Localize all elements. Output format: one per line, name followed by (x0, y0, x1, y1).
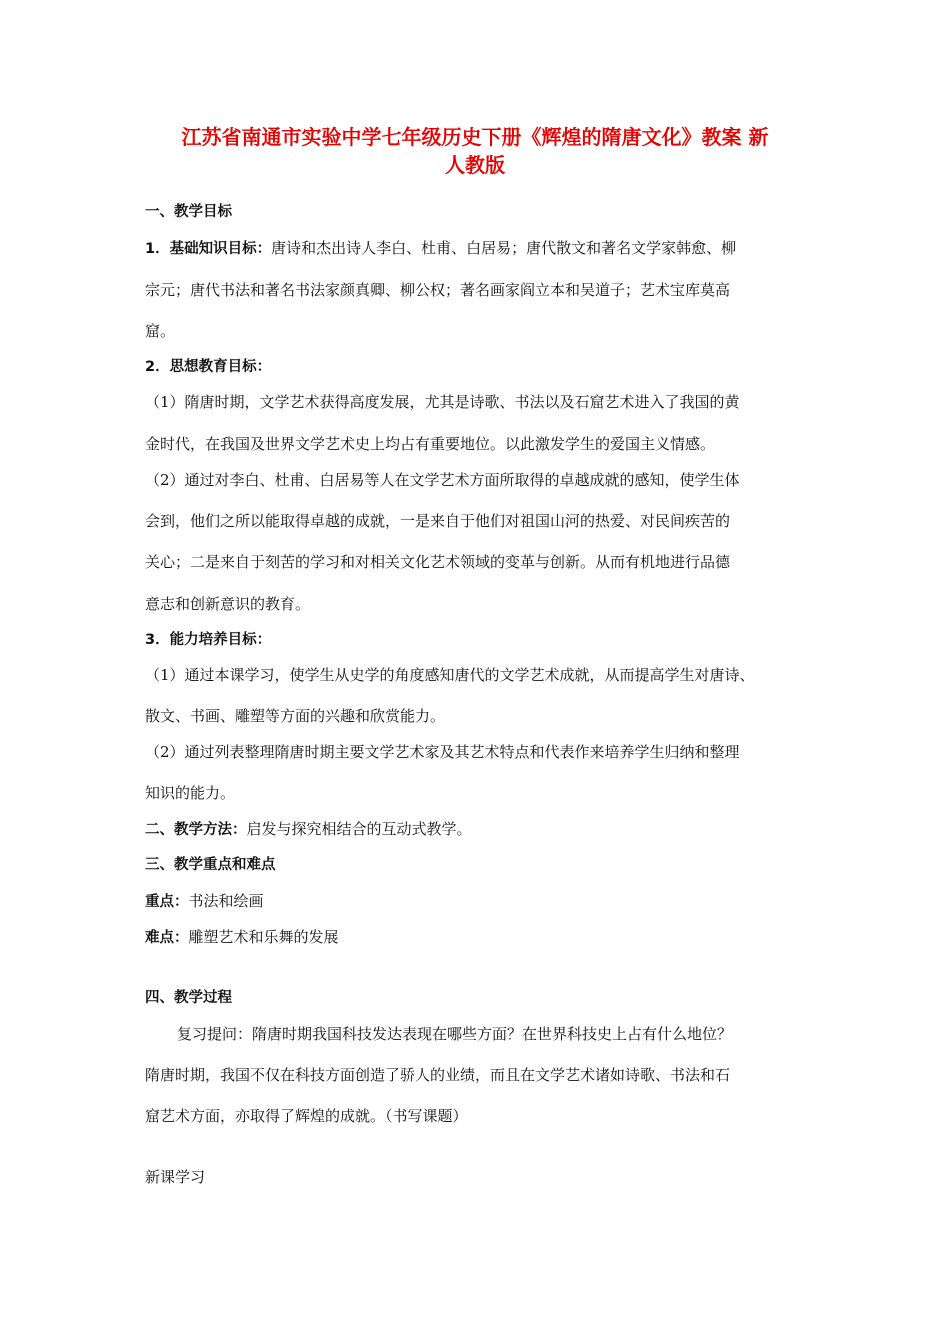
goal-2-p2-line-3: 关心；二是来自于刻苦的学习和对相关文化艺术领域的变革与创新。从而有机地进行品德 (145, 553, 731, 571)
new-lesson-label: 新课学习 (145, 1168, 206, 1186)
goal-3-p1-line-2: 散文、书画、雕塑等方面的兴趣和欣赏能力。 (145, 707, 446, 725)
review-line-1: 复习提问：隋唐时期我国科技发达表现在哪些方面？在世界科技史上占有什么地位？ (177, 1025, 733, 1043)
difficult-point-text: 雕塑艺术和乐舞的发展 (188, 928, 339, 946)
key-point-line (145, 891, 264, 912)
difficult-point-label: 难点： (145, 930, 189, 946)
document-title-line-2: 人教版 (445, 153, 505, 177)
section-heading-objectives: 一、教学目标 (145, 204, 232, 220)
difficult-point-line (145, 927, 339, 948)
goal-3-label: 3．能力培养目标： (145, 632, 272, 648)
goal-1-paragraph-line-3: 窟。 (145, 322, 176, 340)
teaching-method-label: 二、教学方法： (145, 822, 247, 838)
goal-2-p2-line-2: 会到，他们之所以能取得卓越的成就，一是来自于他们对祖国山河的热爱、对民间疾苦的 (145, 512, 731, 530)
goal-1-paragraph-line-2: 宗元；唐代书法和著名书法家颜真卿、柳公权；著名画家阎立本和吴道子；艺术宝库莫高 (145, 281, 731, 299)
goal-2-p1-line-1: （1）隋唐时期，文学艺术获得高度发展，尤其是诗歌、书法以及石窟艺术进入了我国的黄 (145, 393, 740, 411)
goal-2-label: 2．思想教育目标： (145, 359, 272, 375)
goal-3-p1-line-1: （1）通过本课学习，使学生从史学的角度感知唐代的文学艺术成就，从而提高学生对唐诗、 (145, 666, 755, 684)
teaching-method-text: 启发与探究相结合的互动式教学。 (246, 820, 472, 838)
goal-3-p2-line-1: （2）通过列表整理隋唐时期主要文学艺术家及其艺术特点和代表作来培养学生归纳和整理 (145, 743, 740, 761)
review-line-3: 窟艺术方面，亦取得了辉煌的成就。（书写课题） (145, 1107, 468, 1125)
document-title-line-1: 江苏省南通市实验中学七年级历史下册《辉煌的隋唐文化》教案 新 (181, 125, 769, 149)
key-point-text: 书法和绘画 (188, 892, 264, 910)
goal-3-p2-line-2: 知识的能力。 (145, 784, 236, 802)
goal-2-p2-line-1: （2）通过对李白、杜甫、白居易等人在文学艺术方面所取得的卓越成就的感知，使学生体 (145, 471, 740, 489)
goal-2-p2-line-4: 意志和创新意识的教育。 (145, 595, 311, 613)
goal-1-text: 唐诗和杰出诗人李白、杜甫、白居易；唐代散文和著名文学家韩愈、柳 (271, 239, 737, 257)
review-line-2: 隋唐时期，我国不仅在科技方面创造了骄人的业绩，而且在文学艺术诸如诗歌、书法和石 (145, 1066, 731, 1084)
section-heading-process: 四、教学过程 (145, 990, 232, 1006)
section-heading-key-points: 三、教学重点和难点 (145, 857, 276, 873)
goal-2-p1-line-2: 金时代，在我国及世界文学艺术史上均占有重要地位。以此激发学生的爱国主义情感。 (145, 435, 716, 453)
section-teaching-method (145, 819, 472, 840)
key-point-label: 重点： (145, 894, 189, 910)
goal-1-paragraph-line-1 (145, 238, 736, 259)
goal-1-label: 1．基础知识目标： (145, 241, 272, 257)
